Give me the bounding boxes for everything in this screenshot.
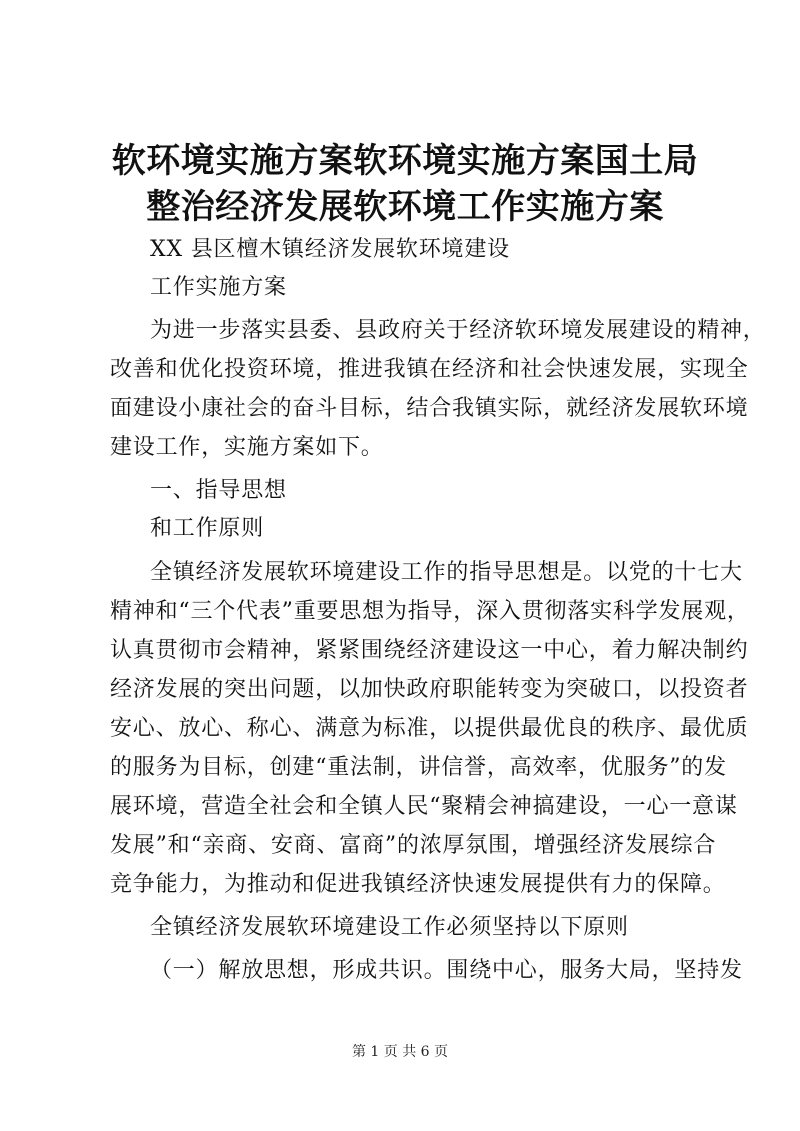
page-number-footer: 第 1 页 共 6 页 [351, 1044, 449, 1060]
paragraph-2-line-7: 展环境，营造全社会和全镇人民“聚精会神搞建设，一心一意谋 [110, 794, 738, 819]
section-heading-1-line-2: 和工作原则 [150, 516, 265, 541]
paragraph-4-line-1: （一）解放思想，形成共识。围绕中心，服务大局，坚持发 [150, 958, 743, 983]
document-title: 软环境实施方案软环境实施方案国土局整治经济发展软环境工作实施方案 [111, 141, 699, 227]
paragraph-2-line-4: 经济发展的突出问题，以加快政府职能转变为突破口，以投资者 [110, 677, 749, 702]
paragraph-3: 全镇经济发展软环境建设工作必须坚持以下原则 [150, 915, 629, 940]
paragraph-2-line-2: 精神和“三个代表”重要思想为指导，深入贯彻落实科学发展观， [110, 599, 750, 624]
subtitle-line-1: XX 县区檀木镇经济发展软环境建设 [150, 237, 510, 262]
paragraph-2-line-5: 安心、放心、称心、满意为标准，以提供最优良的秩序、最优质 [110, 716, 749, 741]
paragraph-2-line-1: 全镇经济发展软环境建设工作的指导思想是。以党的十七大 [150, 560, 743, 585]
section-heading-1-line-1: 一、指导思想 [150, 478, 287, 503]
paragraph-1-line-3: 面建设小康社会的奋斗目标，结合我镇实际，就经济发展软环境 [110, 396, 749, 421]
paragraph-2-line-6: 的服务为目标，创建“重法制，讲信誉，高效率，优服务”的发 [110, 755, 727, 780]
paragraph-2-line-9: 竞争能力，为推动和促进我镇经济快速发展提供有力的保障。 [110, 872, 726, 897]
paragraph-1-line-1: 为进一步落实县委、县政府关于经济软环境发展建设的精神， [150, 318, 766, 343]
paragraph-2-line-3: 认真贯彻市会精神，紧紧围绕经济建设这一中心，着力解决制约 [110, 638, 749, 663]
subtitle-line-2: 工作实施方案 [150, 275, 287, 300]
paragraph-1-line-2: 改善和优化投资环境，推进我镇在经济和社会快速发展，实现全 [110, 357, 749, 382]
paragraph-1-line-4: 建设工作，实施方案如下。 [110, 435, 384, 460]
paragraph-2-line-8: 发展”和“亲商、安商、富商”的浓厚氛围，增强经济发展综合 [110, 833, 717, 858]
